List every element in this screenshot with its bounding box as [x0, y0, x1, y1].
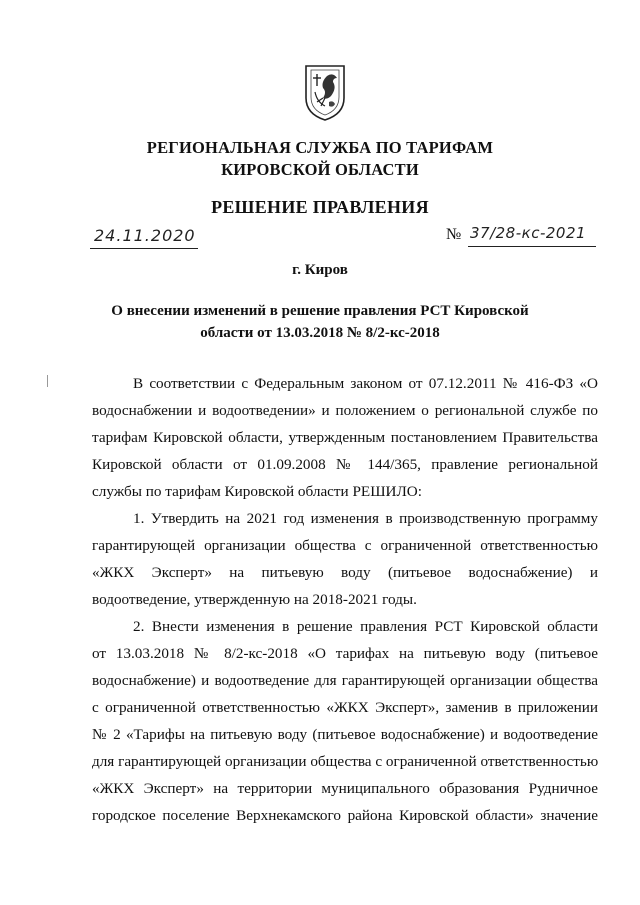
document-date-field — [90, 224, 198, 249]
body-line: от 13.03.2018 № 8/2-кс-2018 «О тарифах на питьевую воду (питьевое — [92, 645, 598, 662]
body-line: В соответствии с Федеральным законом от 07.12.2011 № 416-ФЗ «О — [133, 375, 598, 392]
subject-line1: О внесении изменений в решение правления РСТ Кировской — [111, 303, 529, 319]
document-date: 24.11.2020 — [94, 226, 196, 245]
document-type-title: РЕШЕНИЕ ПРАВЛЕНИЯ — [211, 197, 429, 217]
body-line: № 2 «Тарифы на питьевую воду (питьевое водоснабжение) и водоотведение — [92, 726, 598, 743]
number-sign: № — [446, 226, 462, 243]
organization-name-line2: КИРОВСКОЙ ОБЛАСТИ — [221, 160, 419, 179]
body-line: тарифам Кировской области, утвержденным постановлением Правительства — [92, 429, 598, 446]
document-number: 37/28-кс-2021 — [470, 224, 587, 242]
body-line: с ограниченной ответственностью «ЖКХ Эксперт», заменив в приложении — [92, 699, 598, 716]
organization-name-line1: РЕГИОНАЛЬНАЯ СЛУЖБА ПО ТАРИФАМ — [146, 138, 494, 157]
body-line: «ЖКХ Эксперт» на территории муниципального образования Рудничное — [92, 780, 598, 797]
document-subject — [100, 300, 540, 344]
margin-mark — [47, 375, 48, 387]
body-line: водоснабжении и водоотведении» и положением о региональной службе по — [92, 402, 598, 419]
body-line: водоснабжение) и водоотведение для гарантирующей организации общества — [92, 672, 598, 689]
city-name: г. Киров — [292, 262, 348, 278]
body-line: 1. Утвердить на 2021 год изменения в производственную программу — [133, 510, 598, 527]
body-line: Кировской области от 01.09.2008 № 144/365, правление региональной — [92, 456, 598, 473]
body-line: службы по тарифам Кировской области РЕШИЛО: — [92, 483, 422, 500]
kirov-oblast-coat-of-arms-icon — [303, 62, 347, 122]
document-number-field — [468, 222, 596, 247]
body-line: городское поселение Верхнекамского района Кировской области» значение — [92, 807, 598, 824]
body-line: гарантирующей организации общества с ограниченной ответственностью — [92, 537, 598, 554]
body-line: для гарантирующей организации общества с ограниченной ответственностью — [92, 753, 599, 770]
body-line: водоотведение, утвержденную на 2018-2021 годы. — [92, 591, 417, 608]
subject-line2: области от 13.03.2018 № 8/2-кс-2018 — [200, 325, 440, 341]
body-line: 2. Внести изменения в решение правления РСТ Кировской области — [133, 618, 598, 635]
body-line: «ЖКХ Эксперт» на питьевую воду (питьевое водоснабжение) и — [92, 564, 598, 581]
